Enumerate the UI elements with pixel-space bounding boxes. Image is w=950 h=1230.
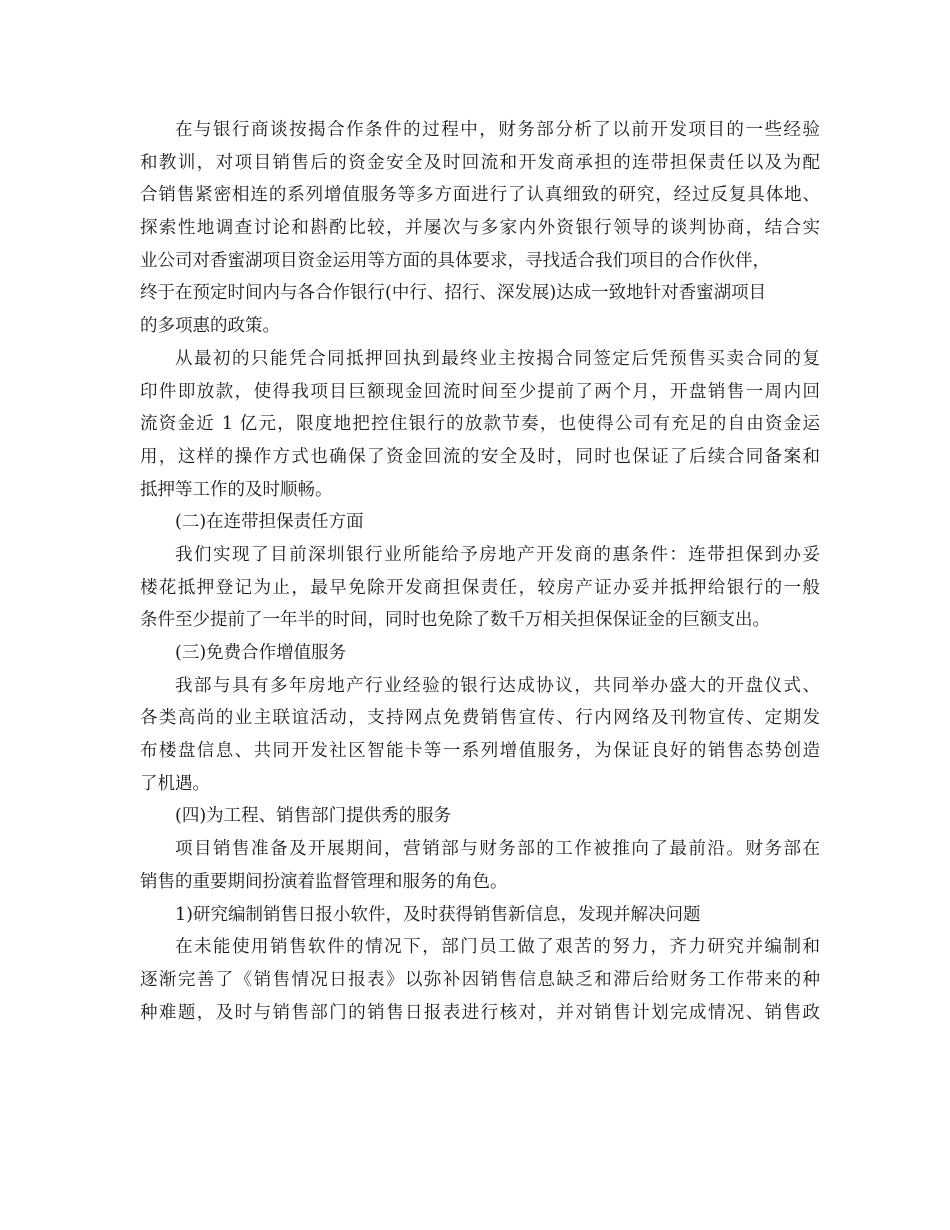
text-line: 条件至少提前了一年半的时间，同时也免除了数千万相关担保保证金的巨额支出。	[140, 610, 770, 631]
document-page	[140, 114, 820, 1029]
section-heading-daily-report	[140, 899, 820, 932]
paragraph-daily-report	[140, 931, 820, 1029]
text-line: 终于在预定时间内与各合作银行(中行、招行、深发展)达成一致地针对香蜜湖项目	[140, 283, 767, 304]
paragraph-guarantee	[140, 539, 820, 637]
text-line: 我部与具有多年房地产行业经验的银行达成协议，共同举办盛大的开盘仪式、	[175, 675, 820, 696]
text-line: 探索性地调查讨论和斟酌比较，并屡次与多家内外资银行领导的谈判协商，结合实	[140, 218, 820, 239]
text-line: 在未能使用销售软件的情况下，部门员工做了艰苦的努力，齐力研究并编制和	[175, 937, 820, 958]
text-line: 布楼盘信息、共同开发社区智能卡等一系列增值服务，为保证良好的销售态势创造	[140, 741, 820, 762]
text-line: 的多项惠的政策。	[140, 316, 280, 337]
section-heading-service	[140, 800, 820, 833]
text-line: 楼花抵押登记为止，最早免除开发商担保责任，较房产证办妥并抵押给银行的一般	[140, 577, 820, 598]
text-line: 销售的重要期间扮演着监督管理和服务的角色。	[140, 871, 508, 892]
section-heading-guarantee	[140, 506, 820, 539]
text-line: 合销售紧密相连的系列增值服务等多方面进行了认真细致的研究，经过反复具体地、	[140, 185, 820, 206]
text-line: 和教训，对项目销售后的资金安全及时回流和开发商承担的连带担保责任以及为配	[140, 152, 820, 173]
text-line: 我们实现了目前深圳银行业所能给予房地产开发商的惠条件：连带担保到办妥	[175, 544, 820, 565]
paragraph-bank-negotiation	[140, 114, 820, 343]
text-line: 在与银行商谈按揭合作条件的过程中，财务部分析了以前开发项目的一些经验	[175, 120, 820, 140]
section-heading: (三)免费合作增值服务	[175, 643, 347, 663]
text-line: 业公司对香蜜湖项目资金运用等方面的具体要求，寻找适合我们项目的合作伙伴，	[140, 250, 770, 271]
paragraph-value-added	[140, 670, 820, 801]
text-line: 从最初的只能凭合同抵押回执到最终业主按揭合同签定后凭预售买卖合同的复	[175, 348, 820, 369]
section-heading-value-added	[140, 637, 820, 670]
section-heading: 1)研究编制销售日报小软件，及时获得销售新信息，发现并解决问题	[175, 904, 701, 925]
text-line: 各类高尚的业主联谊活动，支持网点免费销售宣传、行内网络及刊物宣传、定期发	[140, 708, 820, 729]
text-line: 用，这样的操作方式也确保了资金回流的安全及时，同时也保证了后续合同备案和	[140, 446, 820, 467]
section-heading: (二)在连带担保责任方面	[175, 512, 364, 533]
text-line: 了机遇。	[140, 773, 210, 794]
section-heading: (四)为工程、销售部门提供秀的服务	[175, 806, 452, 827]
text-line: 项目销售准备及开展期间，营销部与财务部的工作被推向了最前沿。财务部在	[175, 839, 820, 860]
text-line: 抵押等工作的及时顺畅。	[140, 479, 333, 500]
text-line: 逐渐完善了《销售情况日报表》以弥补因销售信息缺乏和滞后给财务工作带来的种	[140, 969, 820, 990]
text-line: 种难题，及时与销售部门的销售日报表进行核对，并对销售计划完成情况、销售政	[140, 1002, 820, 1023]
paragraph-sales-period	[140, 833, 820, 898]
paragraph-loan-release	[140, 343, 820, 506]
text-line: 流资金近 1 亿元，限度地把控住银行的放款节奏，也使得公司有充足的自由资金运	[140, 414, 820, 435]
text-line: 印件即放款，使得我项目巨额现金回流时间至少提前了两个月，开盘销售一周内回	[140, 381, 820, 402]
